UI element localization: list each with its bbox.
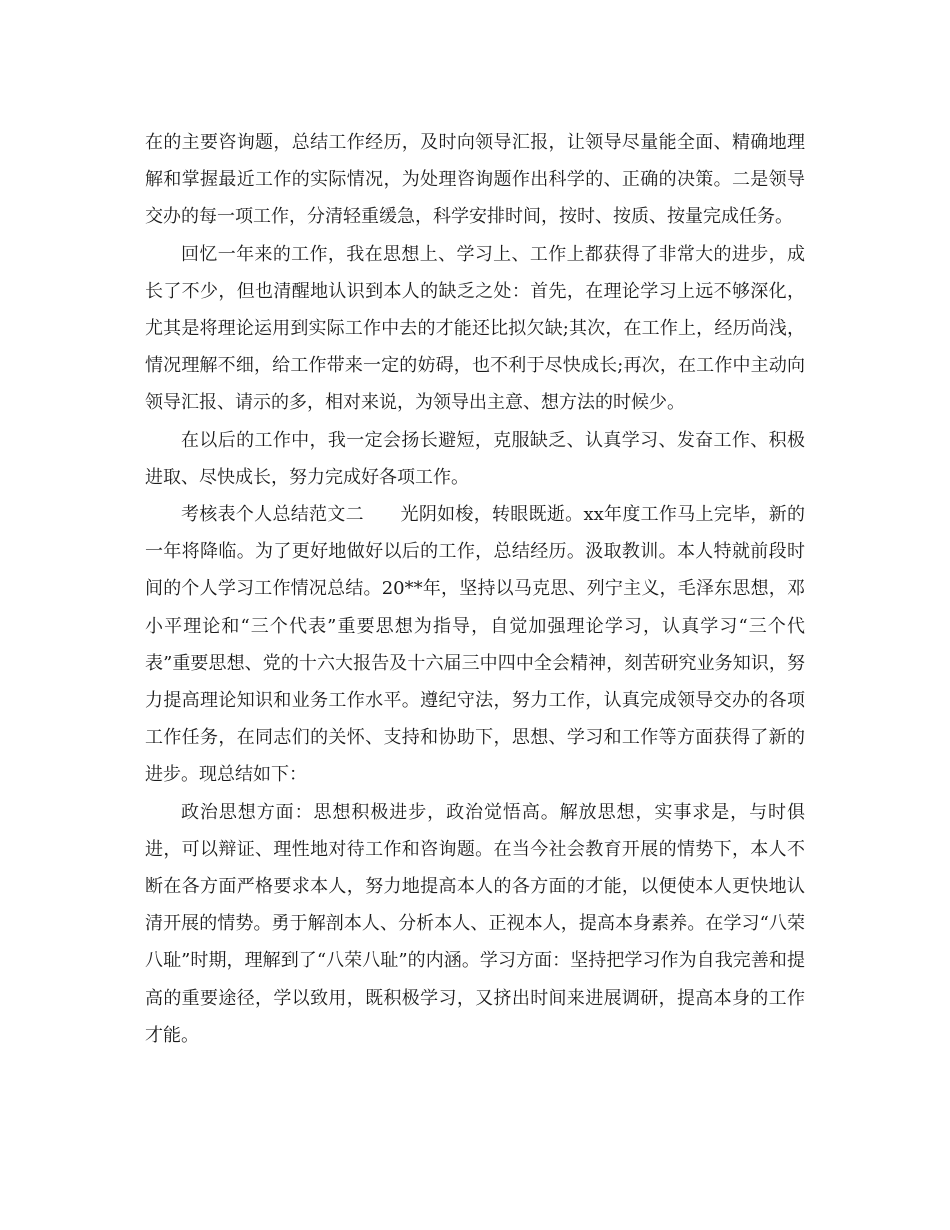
- paragraph-sample-two: 考核表个人总结范文二 光阴如梭，转眼既逝。xx年度工作马上完毕，新的一年将降临。为了更好地做好以后的工作，总结经历。汲取教训。本人特就前段时间的个人学习工作情况总结。20**年，坚持以马克思、列宁主义，毛泽东思想，邓小平理论和“三个代表”重要思想为指导，自觉加强理论学习，认真学习“三个代表”重要思想、党的十六大报告及十六届三中四中全会精神，刻苦研究业务知识，努力提高理论知识和业务工作水平。遵纪守法，努力工作，认真完成领导交办的各项工作任务，在同志们的关怀、支持和协助下，思想、学习和工作等方面获得了新的进步。现总结如下：: [145, 504, 805, 786]
- document-body: [145, 124, 805, 1054]
- paragraph-future-plan: 在以后的工作中，我一定会扬长避短，克服缺乏、认真学习、发奋工作、积极进取、尽快成长，努力完成好各项工作。: [145, 429, 805, 488]
- paragraph-year-review: 回忆一年来的工作，我在思想上、学习上、工作上都获得了非常大的进步，成长了不少，但也清醒地认识到本人的缺乏之处：首先，在理论学习上远不够深化，尤其是将理论运用到实际工作中去的才能还比拟欠缺;其次，在工作上，经历尚浅，情况理解不细，给工作带来一定的妨碍，也不利于尽快成长;再次，在工作中主动向领导汇报、请示的多，相对来说，为领导出主意、想方法的时候少。: [145, 243, 805, 414]
- paragraph-political-thought: 政治思想方面：思想积极进步，政治觉悟高。解放思想，实事求是，与时俱进，可以辩证、理性地对待工作和咨询题。在当今社会教育开展的情势下，本人不断在各方面严格要求本人，努力地提高本人的各方面的才能，以便使本人更快地认清开展的情势。勇于解剖本人、分析本人、正视本人，提高本身素养。在学习“八荣八耻”时期，理解到了“八荣八耻”的内涵。学习方面：坚持把学习作为自我完善和提高的重要途径，学以致用，既积极学习，又挤出时间来进展调研，提高本身的工作才能。: [145, 801, 805, 1046]
- paragraph-continuation: 在的主要咨询题，总结工作经历，及时向领导汇报，让领导尽量能全面、精确地理解和掌握最近工作的实际情况，为处理咨询题作出科学的、正确的决策。二是领导交办的每一项工作，分清轻重缓急，科学安排时间，按时、按质、按量完成任务。: [145, 132, 805, 228]
